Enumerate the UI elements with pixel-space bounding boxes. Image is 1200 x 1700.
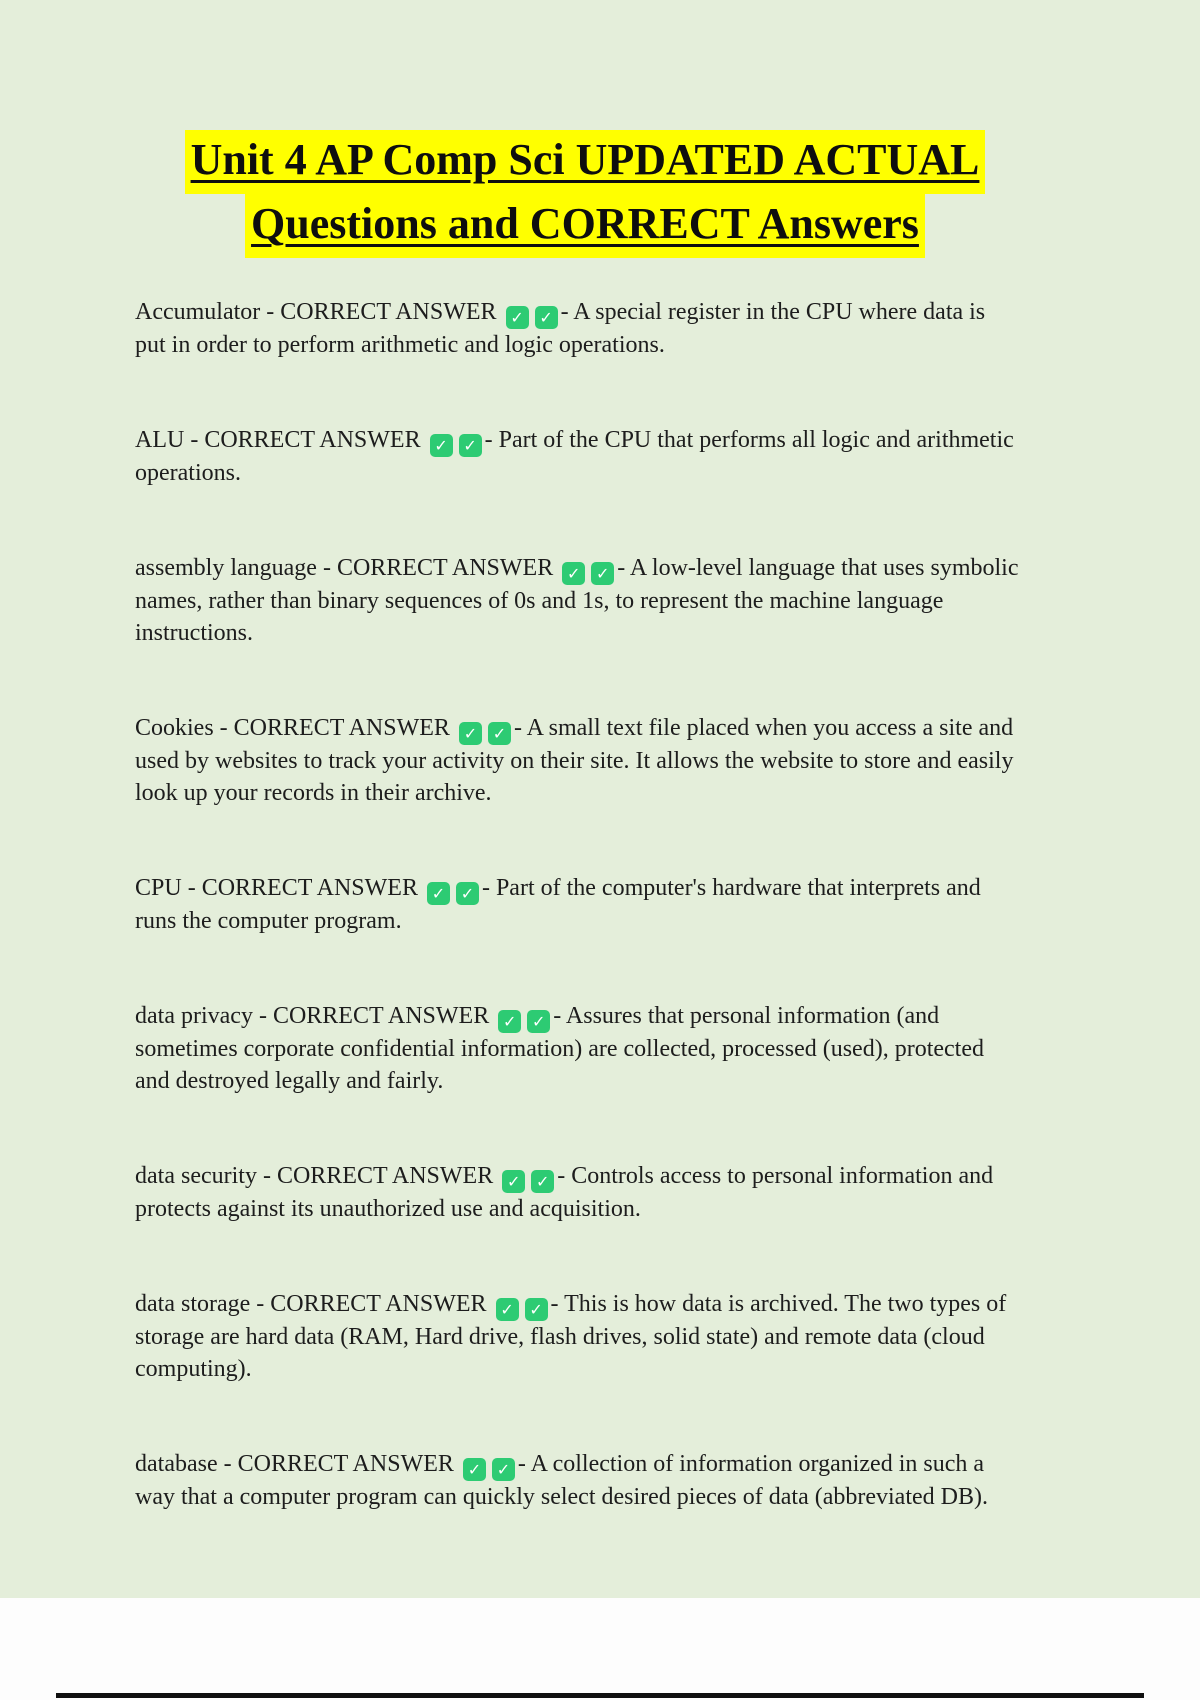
correct-answer-label: CORRECT ANSWER xyxy=(276,1163,494,1189)
checkmark-icon: ✓ xyxy=(430,434,453,457)
definition: A special register in the CPU where data is put in order to perform arithmetic and logic operations. xyxy=(135,299,986,358)
term: ALU xyxy=(135,427,185,453)
term: database xyxy=(135,1451,218,1477)
dash-separator: - xyxy=(223,1451,232,1477)
correct-answer-label: CORRECT ANSWER xyxy=(272,1003,490,1029)
dash-separator: - xyxy=(262,1163,271,1189)
checkmark-icon: ✓ xyxy=(591,562,614,585)
correct-answer-label: CORRECT ANSWER xyxy=(233,715,450,741)
qa-entry xyxy=(135,1448,1020,1513)
checkmark-icon: ✓ xyxy=(527,1010,550,1033)
correct-answer-label: CORRECT ANSWER xyxy=(201,875,418,901)
title-line-1: Unit 4 AP Comp Sci UPDATED ACTUAL xyxy=(185,130,986,194)
document-title xyxy=(135,130,1035,258)
definition: A small text file placed when you access a site and used by websites to track your activity on their site. It allows the website to store and easily look up your records in their archive. xyxy=(135,715,1014,806)
checkmark-icon: ✓ xyxy=(496,1298,519,1321)
checkmark-icon: ✓ xyxy=(488,722,511,745)
page-gap xyxy=(0,1598,1200,1700)
dash-separator: - xyxy=(517,1451,526,1477)
term: Cookies xyxy=(135,715,214,741)
correct-answer-label: CORRECT ANSWER xyxy=(336,555,554,581)
qa-entry xyxy=(135,552,1020,649)
checkmark-icon: ✓ xyxy=(506,306,529,329)
dash-separator: - xyxy=(190,427,199,453)
qa-entry xyxy=(135,872,1020,937)
correct-answer-label: CORRECT ANSWER xyxy=(270,1291,487,1317)
definition: This is how data is archived. The two types of storage are hard data (RAM, Hard drive, flash drives, solid state) and remote data (cloud computing). xyxy=(135,1291,1007,1382)
qa-entry xyxy=(135,424,1020,489)
dash-separator: - xyxy=(322,555,331,581)
dash-separator: - xyxy=(266,299,275,325)
term: data storage xyxy=(135,1291,251,1317)
definition: A low-level language that uses symbolic names, rather than binary sequences of 0s and 1s, to represent the machine language instructions. xyxy=(135,555,1019,646)
qa-entries xyxy=(135,296,1035,1513)
checkmark-icon: ✓ xyxy=(498,1010,521,1033)
checkmark-icon: ✓ xyxy=(456,882,479,905)
checkmark-icon: ✓ xyxy=(459,722,482,745)
dash-separator: - xyxy=(513,715,522,741)
qa-entry xyxy=(135,1000,1020,1097)
term: data privacy xyxy=(135,1003,253,1029)
term: Accumulator xyxy=(135,299,261,325)
dash-separator: - xyxy=(550,1291,559,1317)
checkmark-icon: ✓ xyxy=(427,882,450,905)
qa-entry xyxy=(135,1160,1020,1225)
dash-separator: - xyxy=(187,875,196,901)
term: CPU xyxy=(135,875,182,901)
dash-separator: - xyxy=(560,299,569,325)
dash-separator: - xyxy=(553,1003,562,1029)
correct-answer-label: CORRECT ANSWER xyxy=(237,1451,454,1477)
dash-separator: - xyxy=(484,427,493,453)
dash-separator: - xyxy=(219,715,228,741)
checkmark-icon: ✓ xyxy=(459,434,482,457)
correct-answer-label: CORRECT ANSWER xyxy=(280,299,497,325)
title-line-2: Questions and CORRECT Answers xyxy=(245,194,925,258)
definition: Part of the CPU that performs all logic and arithmetic operations. xyxy=(135,427,1014,486)
definition: A collection of information organized in such a way that a computer program can quickly select desired pieces of data (abbreviated DB). xyxy=(135,1451,988,1510)
dash-separator: - xyxy=(617,555,626,581)
correct-answer-label: CORRECT ANSWER xyxy=(204,427,421,453)
dash-separator: - xyxy=(256,1291,265,1317)
checkmark-icon: ✓ xyxy=(525,1298,548,1321)
checkmark-icon: ✓ xyxy=(531,1170,554,1193)
next-page-top-border xyxy=(56,1693,1144,1698)
term: data security xyxy=(135,1163,257,1189)
checkmark-icon: ✓ xyxy=(492,1458,515,1481)
term: assembly language xyxy=(135,555,317,581)
qa-entry xyxy=(135,296,1020,361)
definition: Assures that personal information (and sometimes corporate confidential information) are collected, processed (used), protected and destroyed legally and fairly. xyxy=(135,1003,984,1094)
definition: Part of the computer's hardware that interprets and runs the computer program. xyxy=(135,875,981,934)
qa-entry xyxy=(135,1288,1020,1385)
checkmark-icon: ✓ xyxy=(502,1170,525,1193)
dash-separator: - xyxy=(557,1163,566,1189)
checkmark-icon: ✓ xyxy=(562,562,585,585)
checkmark-icon: ✓ xyxy=(463,1458,486,1481)
checkmark-icon: ✓ xyxy=(535,306,558,329)
dash-separator: - xyxy=(258,1003,267,1029)
qa-entry xyxy=(135,712,1020,809)
dash-separator: - xyxy=(481,875,490,901)
definition: Controls access to personal information and protects against its unauthorized use and acquisition. xyxy=(135,1163,994,1222)
